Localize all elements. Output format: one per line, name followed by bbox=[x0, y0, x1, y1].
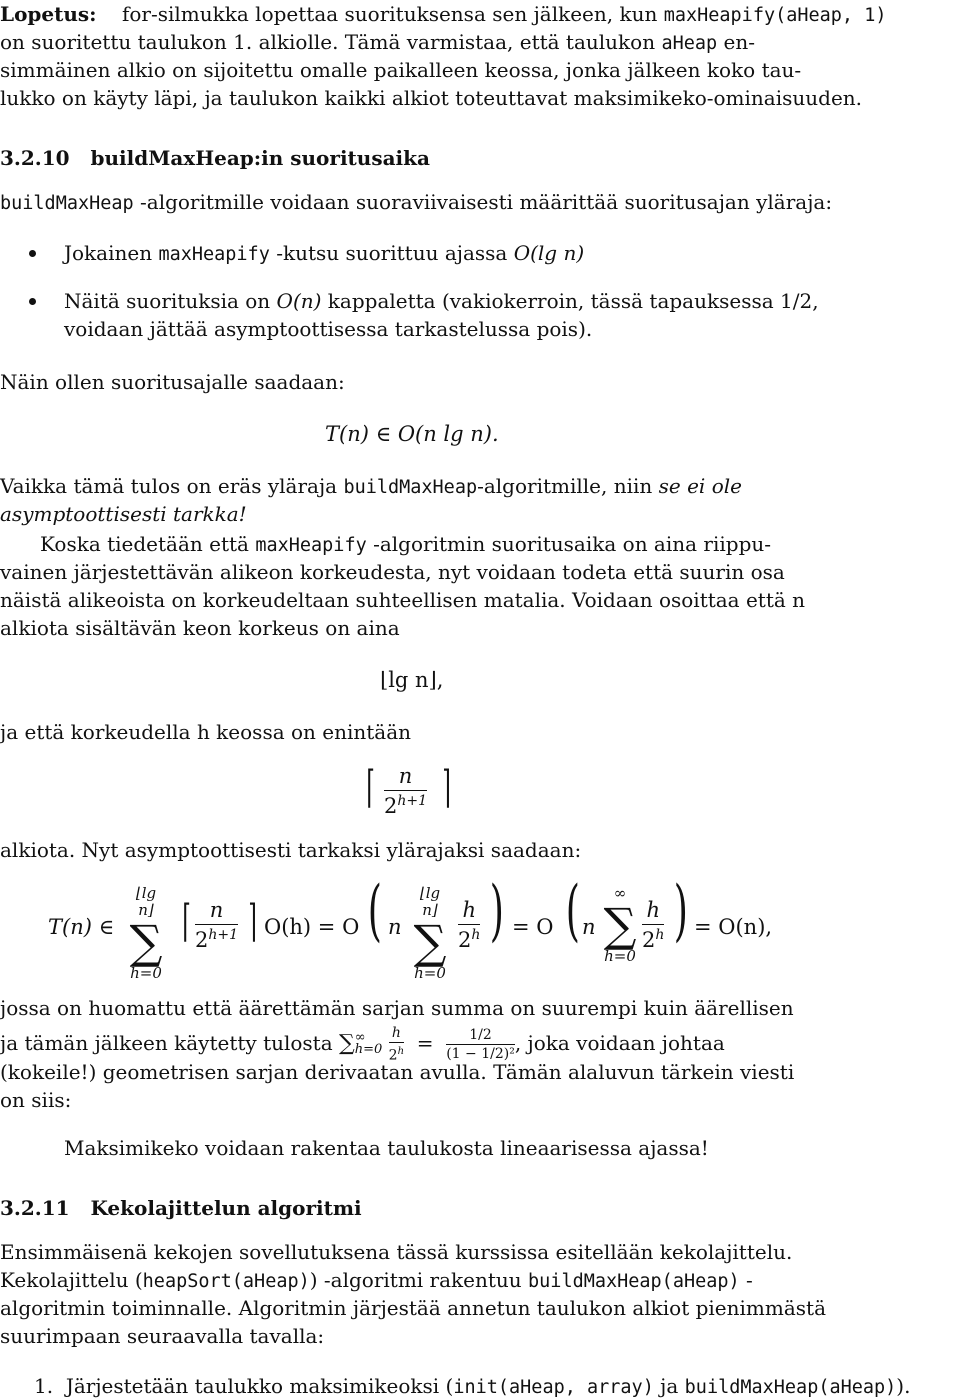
numerator: 1/2 bbox=[446, 1028, 515, 1045]
lopetus-line-3: simmäinen alkio on sijoitettu omalle paikalleen keossa, jonka jälkeen koko tau- bbox=[0, 58, 802, 82]
sigma-symbol: ∑ bbox=[603, 898, 637, 952]
paragraph-3-line-1 bbox=[0, 474, 742, 500]
text: Koska tiedetään että bbox=[40, 532, 256, 556]
eq4-sum-2 bbox=[410, 885, 450, 982]
text: Kekolajittelu ( bbox=[0, 1268, 143, 1292]
eq3-exponent: h+1 bbox=[397, 793, 428, 809]
paragraph-4-line-1 bbox=[40, 532, 771, 558]
ceil-left: ⌈ bbox=[366, 762, 375, 813]
denominator: (1 − 1/2)² bbox=[446, 1045, 515, 1062]
text: ). bbox=[896, 1374, 911, 1398]
paragraph-7-line-3: (kokeile!) geometrisen sarjan derivaatan avulla. Tämän alaluvun tärkein viesti bbox=[0, 1060, 795, 1084]
sum-lower: h=0 bbox=[130, 964, 162, 982]
paren-left: ( bbox=[367, 872, 382, 949]
paren-right: ) bbox=[489, 872, 504, 949]
paren-left: ( bbox=[565, 872, 580, 949]
text: kappaletta (vakiokerroin, tässä tapauksessa 1/2, bbox=[321, 289, 819, 313]
eq4-end: = O(n), bbox=[694, 915, 773, 939]
exponent: h bbox=[471, 927, 481, 943]
section-number: 3.2.10 bbox=[0, 146, 70, 170]
code: buildMaxHeap bbox=[343, 477, 478, 498]
bullet-dot bbox=[29, 250, 36, 257]
paragraph-8-line-4: suurimpaan seuraavalla tavalla: bbox=[0, 1324, 325, 1348]
math: O(n) bbox=[276, 289, 322, 313]
eq4-n-2: n bbox=[582, 915, 596, 939]
numerator: h bbox=[458, 898, 480, 925]
text: -algoritmille voidaan suoraviivaisesti määrittää suoritusajan yläraja: bbox=[133, 190, 833, 214]
code: buildMaxHeap bbox=[0, 193, 134, 214]
exponent: h bbox=[655, 927, 665, 943]
equation-3 bbox=[384, 764, 427, 818]
code: maxHeapify bbox=[255, 535, 367, 556]
lopetus-line-4: lukko on käyty läpi, ja taulukon kaikki alkiot toteuttavat maksimikeko-ominaisuuden. bbox=[0, 86, 863, 110]
paragraph-2: Näin ollen suoritusajalle saadaan: bbox=[0, 370, 345, 394]
text: -algoritmille, niin bbox=[477, 474, 659, 498]
base: 2 bbox=[642, 928, 656, 952]
paragraph-4-line-3: näistä alikeoista on korkeudeltaan suhteellisen matalia. Voidaan osoittaa että n bbox=[0, 588, 806, 612]
text: -algoritmin suoritusaika on aina riippu- bbox=[366, 532, 772, 556]
sum-limits bbox=[355, 1032, 383, 1056]
text: ) -algoritmi rakentuu bbox=[309, 1268, 529, 1292]
paragraph-8-line-3: algoritmin toiminnalle. Algoritmin järjestää annetun taulukon alkiot pienimmästä bbox=[0, 1296, 826, 1320]
list-item-1 bbox=[34, 1374, 910, 1400]
base: 2 bbox=[388, 1047, 398, 1064]
sigma-inline: ∑ bbox=[339, 1030, 355, 1056]
eq4-sum-3 bbox=[600, 885, 640, 965]
sum-upper: ⌊lg n⌋ bbox=[135, 884, 157, 919]
sum-lower: h=0 bbox=[604, 947, 636, 965]
bullet-2 bbox=[64, 289, 819, 313]
code: buildMaxHeap(aHeap) bbox=[528, 1271, 740, 1292]
paragraph-4-line-4: alkiota sisältävän keon korkeus on aina bbox=[0, 616, 400, 640]
paragraph-7-line-2 bbox=[0, 1026, 725, 1063]
text: ja tämän jälkeen käytetty tulosta bbox=[0, 1030, 333, 1055]
eq4-equals-o: = O bbox=[512, 915, 554, 939]
text: Jokainen bbox=[64, 241, 159, 265]
equation-2: ⌊lg n⌋, bbox=[380, 668, 444, 692]
sigma-symbol: ∑ bbox=[413, 915, 447, 969]
numerator: h bbox=[389, 1026, 404, 1043]
text: Vaikka tämä tulos on eräs yläraja bbox=[0, 474, 344, 498]
code: maxHeapify bbox=[158, 244, 270, 265]
eq3-base: 2 bbox=[384, 794, 398, 818]
section-title: buildMaxHeap:in suoritusaika bbox=[90, 146, 430, 170]
emphasis: se ei ole bbox=[658, 474, 742, 498]
paragraph-8-line-2 bbox=[0, 1268, 753, 1294]
code: aHeap bbox=[661, 33, 718, 54]
eq4-fraction-3 bbox=[642, 898, 664, 952]
ceil-right: ⌉ bbox=[442, 762, 451, 813]
paragraph-4-line-2: vainen järjestettävän alikeon korkeudesta, nyt voidaan todeta että suurin osa bbox=[0, 560, 785, 584]
code: buildMaxHeap(aHeap) bbox=[684, 1377, 897, 1398]
code: heapSort(aHeap) bbox=[142, 1271, 310, 1292]
lopetus-line-2 bbox=[0, 30, 755, 56]
equation-1: T(n) ∈ O(n lg n). bbox=[325, 422, 499, 446]
lower: h=0 bbox=[354, 1042, 383, 1058]
math: O(lg n) bbox=[513, 241, 585, 265]
eq3-numerator: n bbox=[384, 764, 427, 791]
paragraph-3-line-2: asymptoottisesti tarkka! bbox=[0, 502, 247, 526]
inline-frac-h bbox=[389, 1026, 404, 1063]
ceil-left: ⌈ bbox=[182, 896, 191, 947]
paragraph-5: ja että korkeudella h keossa on enintään bbox=[0, 720, 412, 744]
sum-upper: ∞ bbox=[613, 884, 627, 902]
inline-frac-geom bbox=[446, 1028, 515, 1061]
text: -kutsu suorittuu ajassa bbox=[269, 241, 514, 265]
section-title: Kekolajittelun algoritmi bbox=[90, 1196, 362, 1220]
text: en- bbox=[717, 30, 755, 54]
text: Näitä suorituksia on bbox=[64, 289, 277, 313]
eq4-sum-1 bbox=[126, 885, 166, 982]
numerator: n bbox=[195, 898, 238, 925]
bullet-dot bbox=[29, 298, 36, 305]
sum-upper: ⌊lg n⌋ bbox=[419, 884, 441, 919]
ceil-right: ⌉ bbox=[248, 896, 257, 947]
paragraph-7-line-4: on siis: bbox=[0, 1088, 72, 1112]
paragraph-8-line-1: Ensimmäisenä kekojen sovellutuksena tässä kurssissa esitellään kekolajittelu. bbox=[0, 1240, 793, 1264]
lopetus-line-1 bbox=[0, 2, 886, 28]
exponent: h bbox=[397, 1046, 405, 1057]
paragraph-6: alkiota. Nyt asymptoottisesti tarkaksi ylärajaksi saadaan: bbox=[0, 838, 582, 862]
code: init(aHeap, array) bbox=[453, 1377, 654, 1398]
bullet-2-cont: voidaan jättää asymptoottisessa tarkastelussa pois). bbox=[64, 317, 593, 341]
section-heading-3-2-11 bbox=[0, 1196, 362, 1220]
sigma-symbol: ∑ bbox=[129, 915, 163, 969]
eq4-oh: O(h) = O bbox=[264, 915, 360, 939]
text: for-silmukka lopettaa suorituksensa sen jälkeen, kun bbox=[121, 2, 664, 26]
numerator: h bbox=[642, 898, 664, 925]
sum-lower: h=0 bbox=[414, 964, 446, 982]
list-number: 1. bbox=[34, 1374, 54, 1398]
intro-line bbox=[0, 190, 832, 216]
section-heading-3-2-10 bbox=[0, 146, 430, 170]
key-message: Maksimikeko voidaan rakentaa taulukosta lineaarisessa ajassa! bbox=[64, 1136, 709, 1160]
exponent: h+1 bbox=[208, 927, 239, 943]
eq4-fraction-1 bbox=[195, 898, 238, 952]
text: ja bbox=[653, 1374, 685, 1398]
eq4-lhs: T(n) ∈ bbox=[48, 915, 115, 939]
equals: = bbox=[416, 1030, 434, 1055]
upper: ∞ bbox=[354, 1030, 366, 1046]
text: Järjestetään taulukko maksimikeoksi ( bbox=[65, 1374, 454, 1398]
code: maxHeapify(aHeap, 1) bbox=[663, 5, 887, 26]
base: 2 bbox=[458, 928, 472, 952]
text: - bbox=[739, 1268, 753, 1292]
eq4-n: n bbox=[388, 915, 402, 939]
paragraph-7-line-1: jossa on huomattu että äärettämän sarjan summa on suurempi kuin äärellisen bbox=[0, 996, 794, 1020]
base: 2 bbox=[195, 928, 209, 952]
eq4-fraction-2 bbox=[458, 898, 480, 952]
text: on suoritettu taulukon 1. alkiolle. Tämä varmistaa, että taulukon bbox=[0, 30, 662, 54]
lopetus-label: Lopetus: bbox=[0, 2, 97, 26]
bullet-1 bbox=[64, 241, 584, 267]
paren-right: ) bbox=[673, 872, 688, 949]
text: , joka voidaan johtaa bbox=[514, 1030, 725, 1055]
section-number: 3.2.11 bbox=[0, 1196, 70, 1220]
